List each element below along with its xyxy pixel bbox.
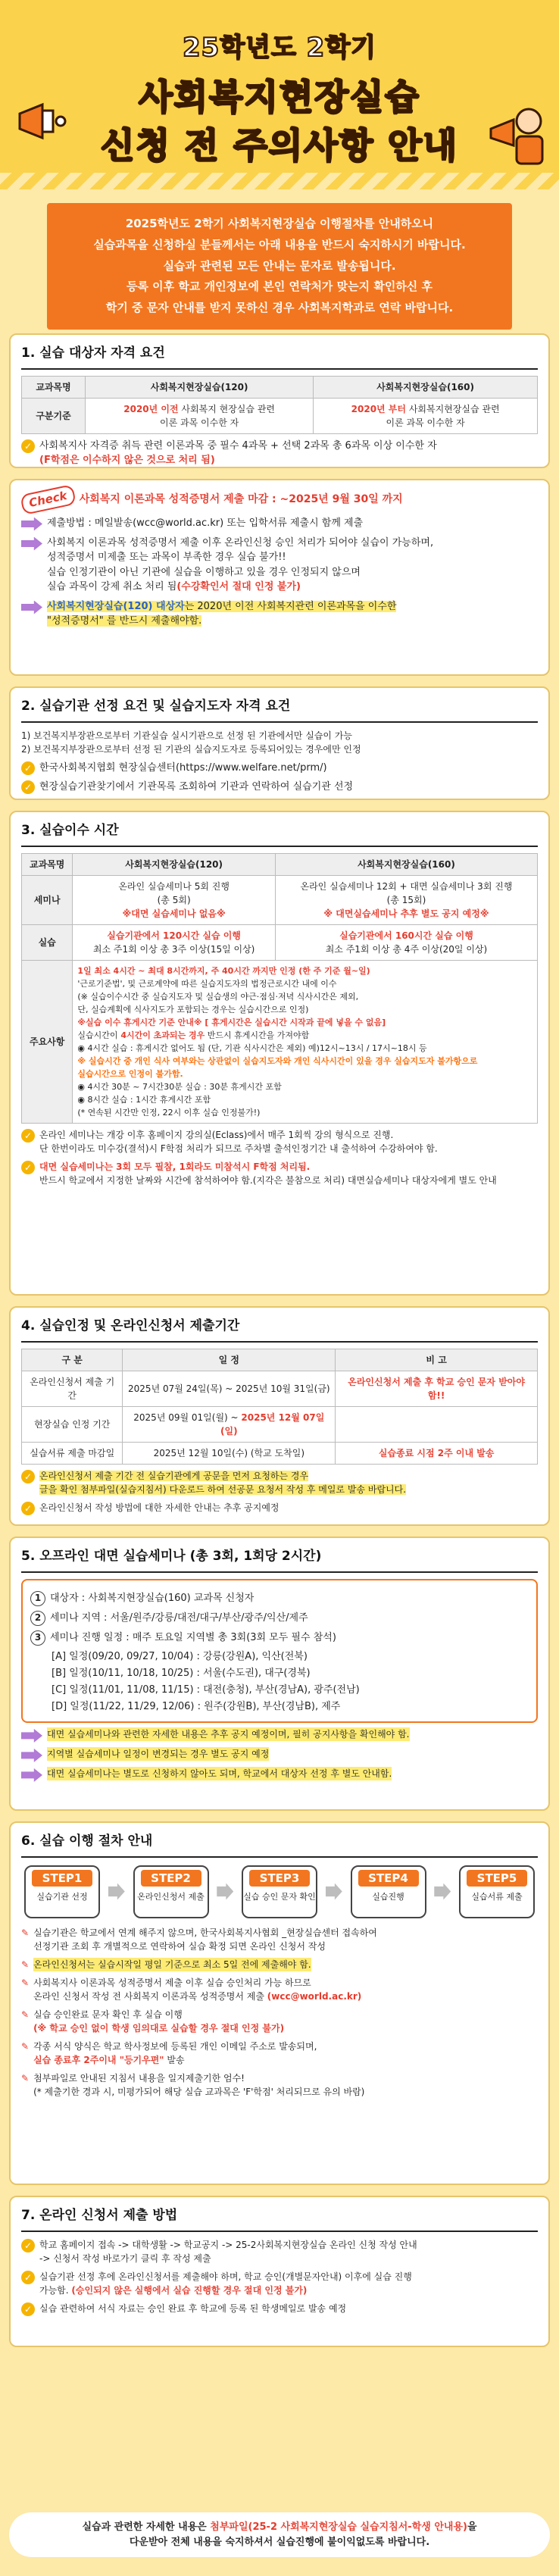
cell-text: '근로기준법', 및 근로계약에 따른 실습지도자의 법정근로시간 내에 이수: [77, 978, 337, 989]
section-title: 6. 실습 이행 절차 안내: [21, 1832, 538, 1858]
table-header: 사회복지현장실습(120): [86, 376, 314, 398]
bullet-item: [21, 780, 538, 795]
pencil-icon: ✎: [21, 1977, 30, 1988]
cell-note: ※ 대면실습세미나 추후 별도 공지 예정※: [323, 908, 489, 919]
table-cell: [73, 875, 276, 924]
cell-text: 사회복지현장실습 관련: [406, 403, 500, 414]
bullet-item: [21, 1469, 538, 1496]
list-text: 세미나 진행 일정 : 매주 토요일 지역별 총 3회(3회 모두 필수 참석): [50, 1631, 336, 1643]
number-3-icon: 3: [30, 1630, 45, 1646]
cell-highlight: ※실습 이수 휴게시간 기준 안내※: [77, 1017, 202, 1027]
bullet-text: 가능함.: [39, 2284, 72, 2296]
intro-line: 실습과 관련된 모든 안내는 문자로 발송됩니다.: [163, 258, 396, 273]
section-title: 4. 실습인정 및 온라인신청서 제출기간: [21, 1317, 538, 1343]
check-icon: ✓: [21, 1502, 35, 1515]
bullet-note: 대면 실습세미나는 3회 모두 필참, 1회라도 미참석시 F학점 처리됨.: [39, 1161, 311, 1173]
bullet-item: [21, 1501, 538, 1515]
step-number: STEP4: [358, 1870, 419, 1887]
bullet-text: 온라인신청서 작성 방법에 대한 자세한 안내는 추후 공지예정: [39, 1502, 280, 1513]
bullet-item: [21, 2270, 538, 2297]
bullet-item: [21, 536, 538, 595]
bullet-item: [21, 1976, 538, 2003]
header-zigzag: [0, 173, 559, 189]
step-number: STEP3: [249, 1870, 310, 1887]
bullet-text: 온라인 세미나는 개강 이후 홈페이지 강의실(Eclass)에서 매주 1회씩 강의 형식으로 진행.: [39, 1130, 394, 1141]
bullet-note: (F학점은 이수하지 않은 것으로 처리 됨): [39, 455, 215, 466]
bullet-text: 온라인신청서 제출 기간 전 실습기관에게 공문을 먼저 요청하는 경우: [39, 1470, 309, 1481]
table-row-header: 주요사항: [22, 960, 73, 1124]
bullet-text: 실습 관련하여 서식 자료는 승인 완료 후 학교에 등록 된 학생메일로 발송 예정: [39, 2302, 347, 2314]
bullet-note: (wcc@world.ac.kr): [267, 1990, 362, 2002]
table-cell: 온라인신청서 제출 후 학교 승인 문자 받아야 함!!: [336, 1371, 538, 1406]
table-header: 사회복지현장실습(160): [275, 853, 537, 875]
table-row-header: 실습: [22, 924, 73, 960]
step-card: [459, 1865, 535, 1918]
table-header: 사회복지현장실습(160): [314, 376, 538, 398]
table-row-header: 구분기준: [22, 398, 86, 433]
bullet-text: 실습기관 선정 후에 온라인신청서를 제출해야 하며, 학교 승인(개별문자안내) 이후에 실습 진행: [39, 2271, 412, 2282]
table-cell: [73, 924, 276, 960]
cell-text: ◉ 8시간 실습 : 1시간 휴게시간 포함: [77, 1094, 211, 1105]
bullet-note: "등기우편": [119, 2054, 164, 2065]
bullet-text: 는 2020년 이전 사회복지관련 이론과목을 이수한: [184, 600, 397, 612]
cell-text: 온라인 실습세미나 5회 진행: [118, 880, 230, 892]
footer-text: 다운받아 전체 내용을 숙지하셔서 실습진행에 불이익없도록 바랍니다.: [129, 2536, 430, 2548]
arrow-right-icon: [434, 1884, 451, 1900]
header-title-line2: 신청 전 주의사항 안내: [101, 125, 458, 166]
bullet-text: 실습기관은 학교에서 연계 해주지 않으며, 한국사회복지사협회 _현장실습센터 접속하여: [33, 1927, 377, 1938]
list-item: 1) 보건복지부장관으로부터 기관실습 실시기관으로 선정 된 기관에서만 실습이 가능: [21, 730, 352, 741]
bullet-text: 반드시 학교에서 지정한 날짜와 시간에 참석하여야 함.(지각은 불참으로 처리) 대면실습세미나 대상자에게 별도 안내: [39, 1175, 497, 1186]
cell-text: ◉ 4시간 실습 : 휴게시간 없어도 됨 (단, 기관 식사시간은 제외) 예)12시~13시 / 17시~18시 등: [77, 1043, 427, 1053]
footer-note: [9, 2512, 550, 2557]
header-title-line1: 사회복지현장실습: [139, 77, 420, 117]
check-icon: ✓: [21, 2302, 35, 2316]
bullet-note: (승인되지 않은 실행에서 실습 진행할 경우 절대 인정 불가): [71, 2284, 308, 2296]
bullet-text: 각종 서식 양식은 학교 학사정보에 등록된 개인 이메일 주소로 발송되며,: [33, 2040, 317, 2052]
bullet-text: 실습 승인완료 문자 확인 후 실습 이행: [33, 2009, 183, 2020]
list-item: [30, 1630, 529, 1646]
cell-text: 온라인 실습세미나 12회 + 대면 실습세미나 3회 진행: [300, 880, 513, 892]
section-period: [9, 1306, 550, 1526]
highlight-text: 2020년 부터: [351, 403, 406, 414]
footer-highlight: 첨부파일(25-2 사회복지현장실습 실습지침서-학생 안내용): [210, 2521, 467, 2533]
bullet-text: 발송: [164, 2054, 185, 2065]
bullet-text: 학교 홈페이지 접속 -> 대학생활 -> 학교공지 -> 25-2사회복지현장실습 온라인 신청 작성 안내: [39, 2239, 417, 2250]
step-number: STEP5: [467, 1870, 527, 1887]
check-icon: ✓: [21, 2239, 35, 2252]
section-title: 2. 실습기관 선정 요건 및 실습지도자 자격 요건: [21, 697, 538, 723]
cell-text: 이론 과목 이수한 자: [160, 417, 239, 428]
section-hours: [9, 811, 550, 1296]
cell-note: ※ 실습시간 중 개인 식사 여부와는 상관없이 실습지도자와 개인 식사시간이 있을 경우 실습지도자 불가항으로: [77, 1055, 478, 1066]
bullet-item: [21, 1926, 538, 1953]
cell-text: (※ 실습이수시간 중 실습지도자 및 실습생의 야근·점심·저녁 식사시간은 제외,: [77, 991, 359, 1002]
cell-text: 실습시간이: [77, 1030, 118, 1040]
schedule-item: [B] 일정(10/11, 10/18, 10/25) : 서울(수도권), 대구(경북): [52, 1667, 311, 1679]
schedule-item: [D] 일정(11/22, 11/29, 12/06) : 원주(강원B), 부산(경남B), 제주: [52, 1700, 341, 1712]
bullet-text: 첨부파일로 안내된 지침서 내용을 일지제출기한 엄수!: [33, 2072, 245, 2084]
arrow-icon: [21, 1729, 42, 1743]
check-headline-row: [21, 489, 538, 510]
cell-highlight: 1일 최소 4시간 ~ 최대 8시간까지, 주 40시간 까지만 인정 (한 주 기준 월~일): [77, 965, 370, 976]
bullet-note: (※ 학교 승인 없이 학생 임의대로 실습할 경우 절대 인정 불가): [33, 2022, 285, 2034]
check-badge: Check: [20, 484, 77, 515]
bullet-item: [21, 2302, 538, 2316]
arrow-icon: [21, 537, 42, 551]
header-subtitle: 25학년도 2학기: [182, 33, 377, 63]
list-item: 2) 보건복지부장관으로부터 선정 된 기관의 실습지도자로 등록되어있는 경우에만 인정: [21, 743, 361, 755]
table-header: 사회복지현장실습(120): [73, 853, 276, 875]
cell-highlight: 실습기관에서 120시간 실습 이행: [107, 930, 241, 941]
bullet-item: [21, 1727, 538, 1743]
hours-table: [21, 853, 538, 1124]
cell-text: (* 연속된 시간만 인정, 22시 이후 실습 인정불가!): [77, 1108, 261, 1118]
section-online-application: [9, 2196, 550, 2347]
intro-line: 학기 중 문자 안내를 받지 못하신 경우 사회복지학과로 연락 바랍니다.: [105, 301, 454, 314]
cell-highlight: 2025년 12월 07일(일): [220, 1411, 325, 1436]
bullet-text: 지역별 실습세미나 일정이 변경되는 경우 별도 공지 예정: [47, 1748, 270, 1759]
arrow-icon: [21, 1749, 42, 1762]
bullet-text: (* 제출기한 경과 시, 미평가되어 해당 실습 교과목은 'F'학점' 처리되므로 유의 바람): [33, 2086, 365, 2097]
bullet-item: [21, 2008, 538, 2035]
arrow-right-icon: [326, 1884, 342, 1900]
bullet-item: [21, 1160, 538, 1187]
period-table: [21, 1349, 538, 1465]
cell-highlight: [ 휴게시간은 실습시간 시작과 끝에 넣을 수 없음]: [201, 1017, 386, 1027]
pencil-icon: ✎: [21, 1959, 30, 1970]
cell-note: ※대면 실습세미나 없음※: [122, 908, 226, 919]
step-label: 온라인신청서 제출: [137, 1892, 205, 1902]
cell-text: ◉ 4시간 30분 ~ 7시간30분 실습 : 30분 휴게시간 포함: [77, 1081, 282, 1092]
table-cell: [336, 1406, 538, 1442]
bullet-item: [21, 1767, 538, 1782]
bullet-text: 제출방법 : 메일발송(wcc@world.ac.kr) 또는 입학서류 제출시 함께 제출: [47, 517, 364, 529]
bullet-text: 온라인 신청서 작성 전 사회복지 이론과목 성적증명서 제출: [33, 1990, 267, 2002]
bullet-text: 선정기관 조회 후 개별적으로 연락하여 실습 확정 되면 온라인 신청서 작성: [33, 1940, 326, 1952]
table-cell: [314, 398, 538, 433]
list-item: [30, 1591, 529, 1606]
bullet-note: (수강확인서 절대 인정 불가): [176, 581, 301, 592]
cell-text: (총 5회): [157, 894, 191, 905]
bullet-note: 실습 종료후 2주이내: [33, 2054, 120, 2065]
table-header: 구 분: [22, 1349, 123, 1371]
cell-text: 단, 실습계획에 식사지도가 포함되는 경우는 실습시간으로 인정): [77, 1004, 309, 1014]
bullet-text: 대면 실습세미나는 별도로 신청하지 않아도 되며, 학교에서 대상자 선정 후 별도 안내함.: [47, 1768, 392, 1779]
step-number: STEP1: [32, 1870, 92, 1887]
table-cell: [275, 924, 537, 960]
number-2-icon: 2: [30, 1611, 45, 1626]
step-label: 실습진행: [372, 1892, 404, 1902]
footer-text: 을: [467, 2521, 477, 2533]
arrow-right-icon: [217, 1884, 233, 1900]
bullet-text: 대면 실습세미나와 관련한 자세한 내용은 추후 공지 예정이며, 필히 공지사항을 확인해야 함.: [47, 1728, 410, 1740]
intro-line: 2025학년도 2학기 사회복지현장실습 이행절차를 안내하오니: [125, 217, 434, 230]
footer-text: 실습과 관련한 자세한 내용은: [82, 2521, 211, 2533]
bullet-text: 사회복지 이론과목 성적증명서 제출 이후 온라인신청 승인 처리가 되어야 실습이 가능하며,: [47, 536, 434, 549]
list-text: 세미나 지역 : 서울/원주/강릉/대전/대구/부산/광주/익산/제주: [50, 1612, 308, 1624]
cell-text: 사회복지 현장실습 관련: [178, 403, 275, 414]
intro-box: [47, 203, 512, 330]
bullet-text: 성적증명서 미제출 또는 과목이 부족한 경우 실습 불가!!: [47, 552, 286, 563]
intro-line: 실습과목을 신청하실 분들께서는 아래 내용을 반드시 숙지하시기 바랍니다.: [93, 237, 466, 252]
megaphone-person-icon: [483, 98, 551, 167]
pencil-icon: ✎: [21, 1927, 30, 1938]
pencil-icon: ✎: [21, 2072, 30, 2084]
link-text[interactable]: 한국사회복지협회 현장실습센터(https://www.welfare.net/prm/): [39, 761, 327, 774]
step-card: [351, 1865, 426, 1918]
bullet-item: [21, 1747, 538, 1762]
section-institution: [9, 686, 550, 800]
intro-line: 등록 이후 학교 개인정보에 본인 연락처가 맞는지 확인하신 후: [126, 280, 433, 294]
bullet-text: 사회복지사 이론과목 성적증명서 제출 이후 실습 승인처리 가능 하므로: [33, 1977, 311, 1988]
check-icon: ✓: [21, 761, 35, 775]
bullet-item: [21, 1128, 538, 1155]
table-header: 교과목명: [22, 853, 73, 875]
bullet-text: 온라인신청서는 실습시작일 평일 기준으로 최소 5일 전에 제출해야 함.: [33, 1959, 311, 1970]
table-cell: [86, 398, 314, 433]
bullet-item: [21, 2040, 538, 2067]
bullet-item: [21, 439, 538, 468]
table-cell: 실습서류 제출 마감일: [22, 1442, 123, 1464]
list-item: [30, 1611, 529, 1626]
arrow-icon: [21, 517, 42, 531]
table-row-header: 세미나: [22, 875, 73, 924]
bullet-text: 실습 인정기관이 아닌 기관에 실습을 이행하고 있을 경우 인정되지 않으며: [47, 566, 361, 578]
section-transcript-check: [9, 479, 550, 676]
bullet-text: "성적증명서" 를 반드시 제출해야함.: [47, 615, 202, 627]
section-title: 5. 오프라인 대면 실습세미나 (총 3회, 1회당 2시간): [21, 1547, 538, 1573]
section-title: 7. 온라인 신청서 제출 방법: [21, 2206, 538, 2232]
table-cell: [123, 1406, 336, 1442]
table-cell: 실습종료 시점 2주 이내 발송: [336, 1442, 538, 1464]
bullet-item: [21, 1958, 538, 1971]
check-icon: ✓: [21, 2271, 35, 2284]
bullet-item: [21, 2071, 538, 2099]
check-icon: ✓: [21, 780, 35, 794]
check-icon: ✓: [21, 1470, 35, 1483]
bullet-text: 실습 과목이 강제 취소 처리 됨: [47, 581, 177, 592]
number-1-icon: 1: [30, 1591, 45, 1606]
pencil-icon: ✎: [21, 2040, 30, 2052]
table-header: 교과목명: [22, 376, 86, 398]
section-seminar: [9, 1537, 550, 1811]
bullet-text: -> 신청서 작성 바로가기 클릭 후 작성 제출: [39, 2252, 211, 2264]
bullet-text: 사회복지사 자격증 취득 관련 이론과목 중 필수 4과목 + 선택 2과목 총 6과목 이상 이수한 자: [39, 439, 437, 452]
section-eligibility: [9, 333, 550, 468]
table-cell: 2025년 07월 24일(목) ~ 2025년 10월 31일(금): [123, 1371, 336, 1406]
schedule-item: [C] 일정(11/01, 11/08, 11/15) : 대전(충청), 부산(경남A), 광주(전남): [52, 1683, 360, 1696]
cell-text: 최소 주1회 이상 총 3주 이상(15일 이상): [92, 943, 255, 955]
step-label: 실습 승인 문자 확인: [243, 1892, 316, 1902]
table-cell: [73, 960, 538, 1124]
step-card: [133, 1865, 209, 1918]
step-number: STEP2: [141, 1870, 201, 1887]
bullet-item: [21, 516, 538, 531]
table-header: 비 고: [336, 1349, 538, 1371]
cell-text: 최소 주1회 이상 총 4주 이상(20일 이상): [325, 943, 488, 955]
step-label: 실습기관 선정: [36, 1892, 88, 1902]
table-cell: [275, 875, 537, 924]
section-procedure: [9, 1821, 550, 2185]
header-banner: [0, 0, 559, 189]
table-cell: 현장실습 인정 기간: [22, 1406, 123, 1442]
cell-highlight: 4시간이 초과되는 경우: [117, 1030, 205, 1040]
table-cell: 2025년 12월 10일(수) (학교 도착일): [123, 1442, 336, 1464]
bullet-item: [21, 599, 538, 629]
bullet-item: [21, 2238, 538, 2265]
arrow-icon: [21, 1768, 42, 1782]
cell-note: 실습시간으로 인정이 불가함.: [77, 1068, 183, 1079]
seminar-box: [21, 1579, 538, 1723]
schedule-item: [A] 일정(09/20, 09/27, 10/04) : 강릉(강원A), 익산(전북): [52, 1650, 308, 1662]
check-icon: ✓: [21, 439, 35, 453]
pencil-icon: ✎: [21, 2009, 30, 2020]
step-flow: [24, 1865, 535, 1918]
bullet-text: 현장실습기관찾기에서 기관목록 조회하여 기관과 연락하여 실습기관 선정: [39, 781, 354, 792]
section-title: 1. 실습 대상자 자격 요건: [21, 344, 538, 370]
cell-highlight: 실습기관에서 160시간 실습 이행: [339, 930, 473, 941]
cell-text: 2025년 09월 01일(월) ~: [133, 1411, 242, 1423]
schedule-list: [30, 1649, 529, 1715]
table-cell: 온라인신청서 제출 기간: [22, 1371, 123, 1406]
arrow-right-icon: [108, 1884, 125, 1900]
eligibility-table: [21, 376, 538, 434]
cell-text: (총 15회): [386, 894, 426, 905]
check-icon: ✓: [21, 1161, 35, 1174]
check-icon: ✓: [21, 1129, 35, 1143]
arrow-icon: [21, 601, 42, 614]
bullet-text: 글을 확인 첨부파일(실습지침서) 다운로드 하여 선공문 요청서 작성 후 메일로 발송 바랍니다.: [39, 1483, 407, 1495]
table-header: 일 정: [123, 1349, 336, 1371]
section-title: 3. 실습이수 시간: [21, 821, 538, 847]
step-label: 실습서류 제출: [471, 1892, 523, 1902]
cell-text: 반드시 휴게시간을 가져야함: [205, 1030, 310, 1040]
highlight-text: 2020년 이전: [123, 403, 179, 414]
cell-text: 이론 과목 이수한 자: [386, 417, 465, 428]
bullet-text: 단 한번이라도 미수강(결석)시 F학점 처리가 되므로 주차별 출석인정기간 내 출석하여 수강하여야 함.: [39, 1143, 438, 1155]
highlight-text: 사회복지현장실습(120) 대상자: [47, 600, 185, 612]
check-headline: 사회복지 이론과목 성적증명서 제출 마감 : ~2025년 9월 30일 까지: [79, 492, 403, 505]
list-text: 대상자 : 사회복지현장실습(160) 교과목 신청자: [50, 1592, 255, 1604]
step-card: [24, 1865, 100, 1918]
step-card: [242, 1865, 317, 1918]
bullet-item: [21, 761, 538, 776]
